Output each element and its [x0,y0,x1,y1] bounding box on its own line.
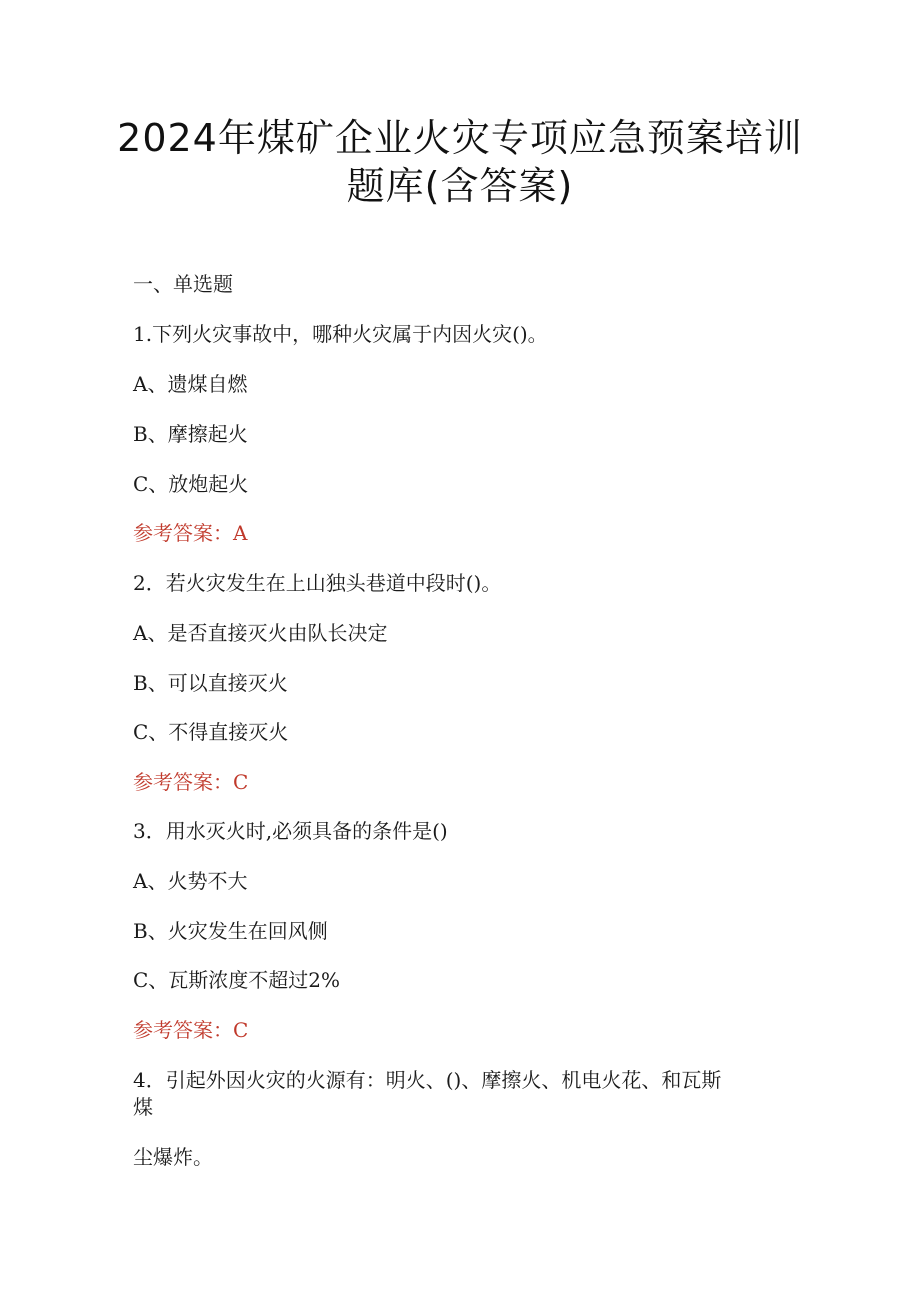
question-4-stem-line-3: 尘爆炸。 [133,1145,213,1169]
question-1-option-c: C、放炮起火 [133,472,249,496]
question-1-stem: 1.下列火灾事故中，哪种火灾属于内因火灾()。 [133,322,548,346]
question-3-option-c: C、瓦斯浓度不超过2% [133,968,341,992]
section-heading: 一、单选题 [133,272,233,296]
question-2-option-b: B、可以直接灭火 [133,671,288,695]
document-title-line-1: 2024年煤矿企业火灾专项应急预案培训 [117,116,803,160]
question-1-option-a: A、遗煤自燃 [133,372,248,396]
question-4-stem-line-2: 煤 [133,1095,153,1119]
question-3-option-a: A、火势不大 [133,869,248,893]
document-title-line-2: 题库(含答案) [346,164,574,208]
question-3-stem: 3．用水灭火时,必须具备的条件是() [133,819,448,843]
question-1-answer: 参考答案：A [133,521,248,545]
question-2-stem: 2．若火灾发生在上山独头巷道中段时()。 [133,571,502,595]
question-2-answer: 参考答案：C [133,770,249,794]
question-3-option-b: B、火灾发生在回风侧 [133,919,328,943]
question-4-stem-line-1: 4．引起外因火灾的火源有：明火、()、摩擦火、机电火花、和瓦斯 [133,1068,722,1092]
question-3-answer: 参考答案：C [133,1018,249,1042]
question-2-option-a: A、是否直接灭火由队长决定 [133,621,388,645]
question-2-option-c: C、不得直接灭火 [133,720,289,744]
question-1-option-b: B、摩擦起火 [133,422,248,446]
